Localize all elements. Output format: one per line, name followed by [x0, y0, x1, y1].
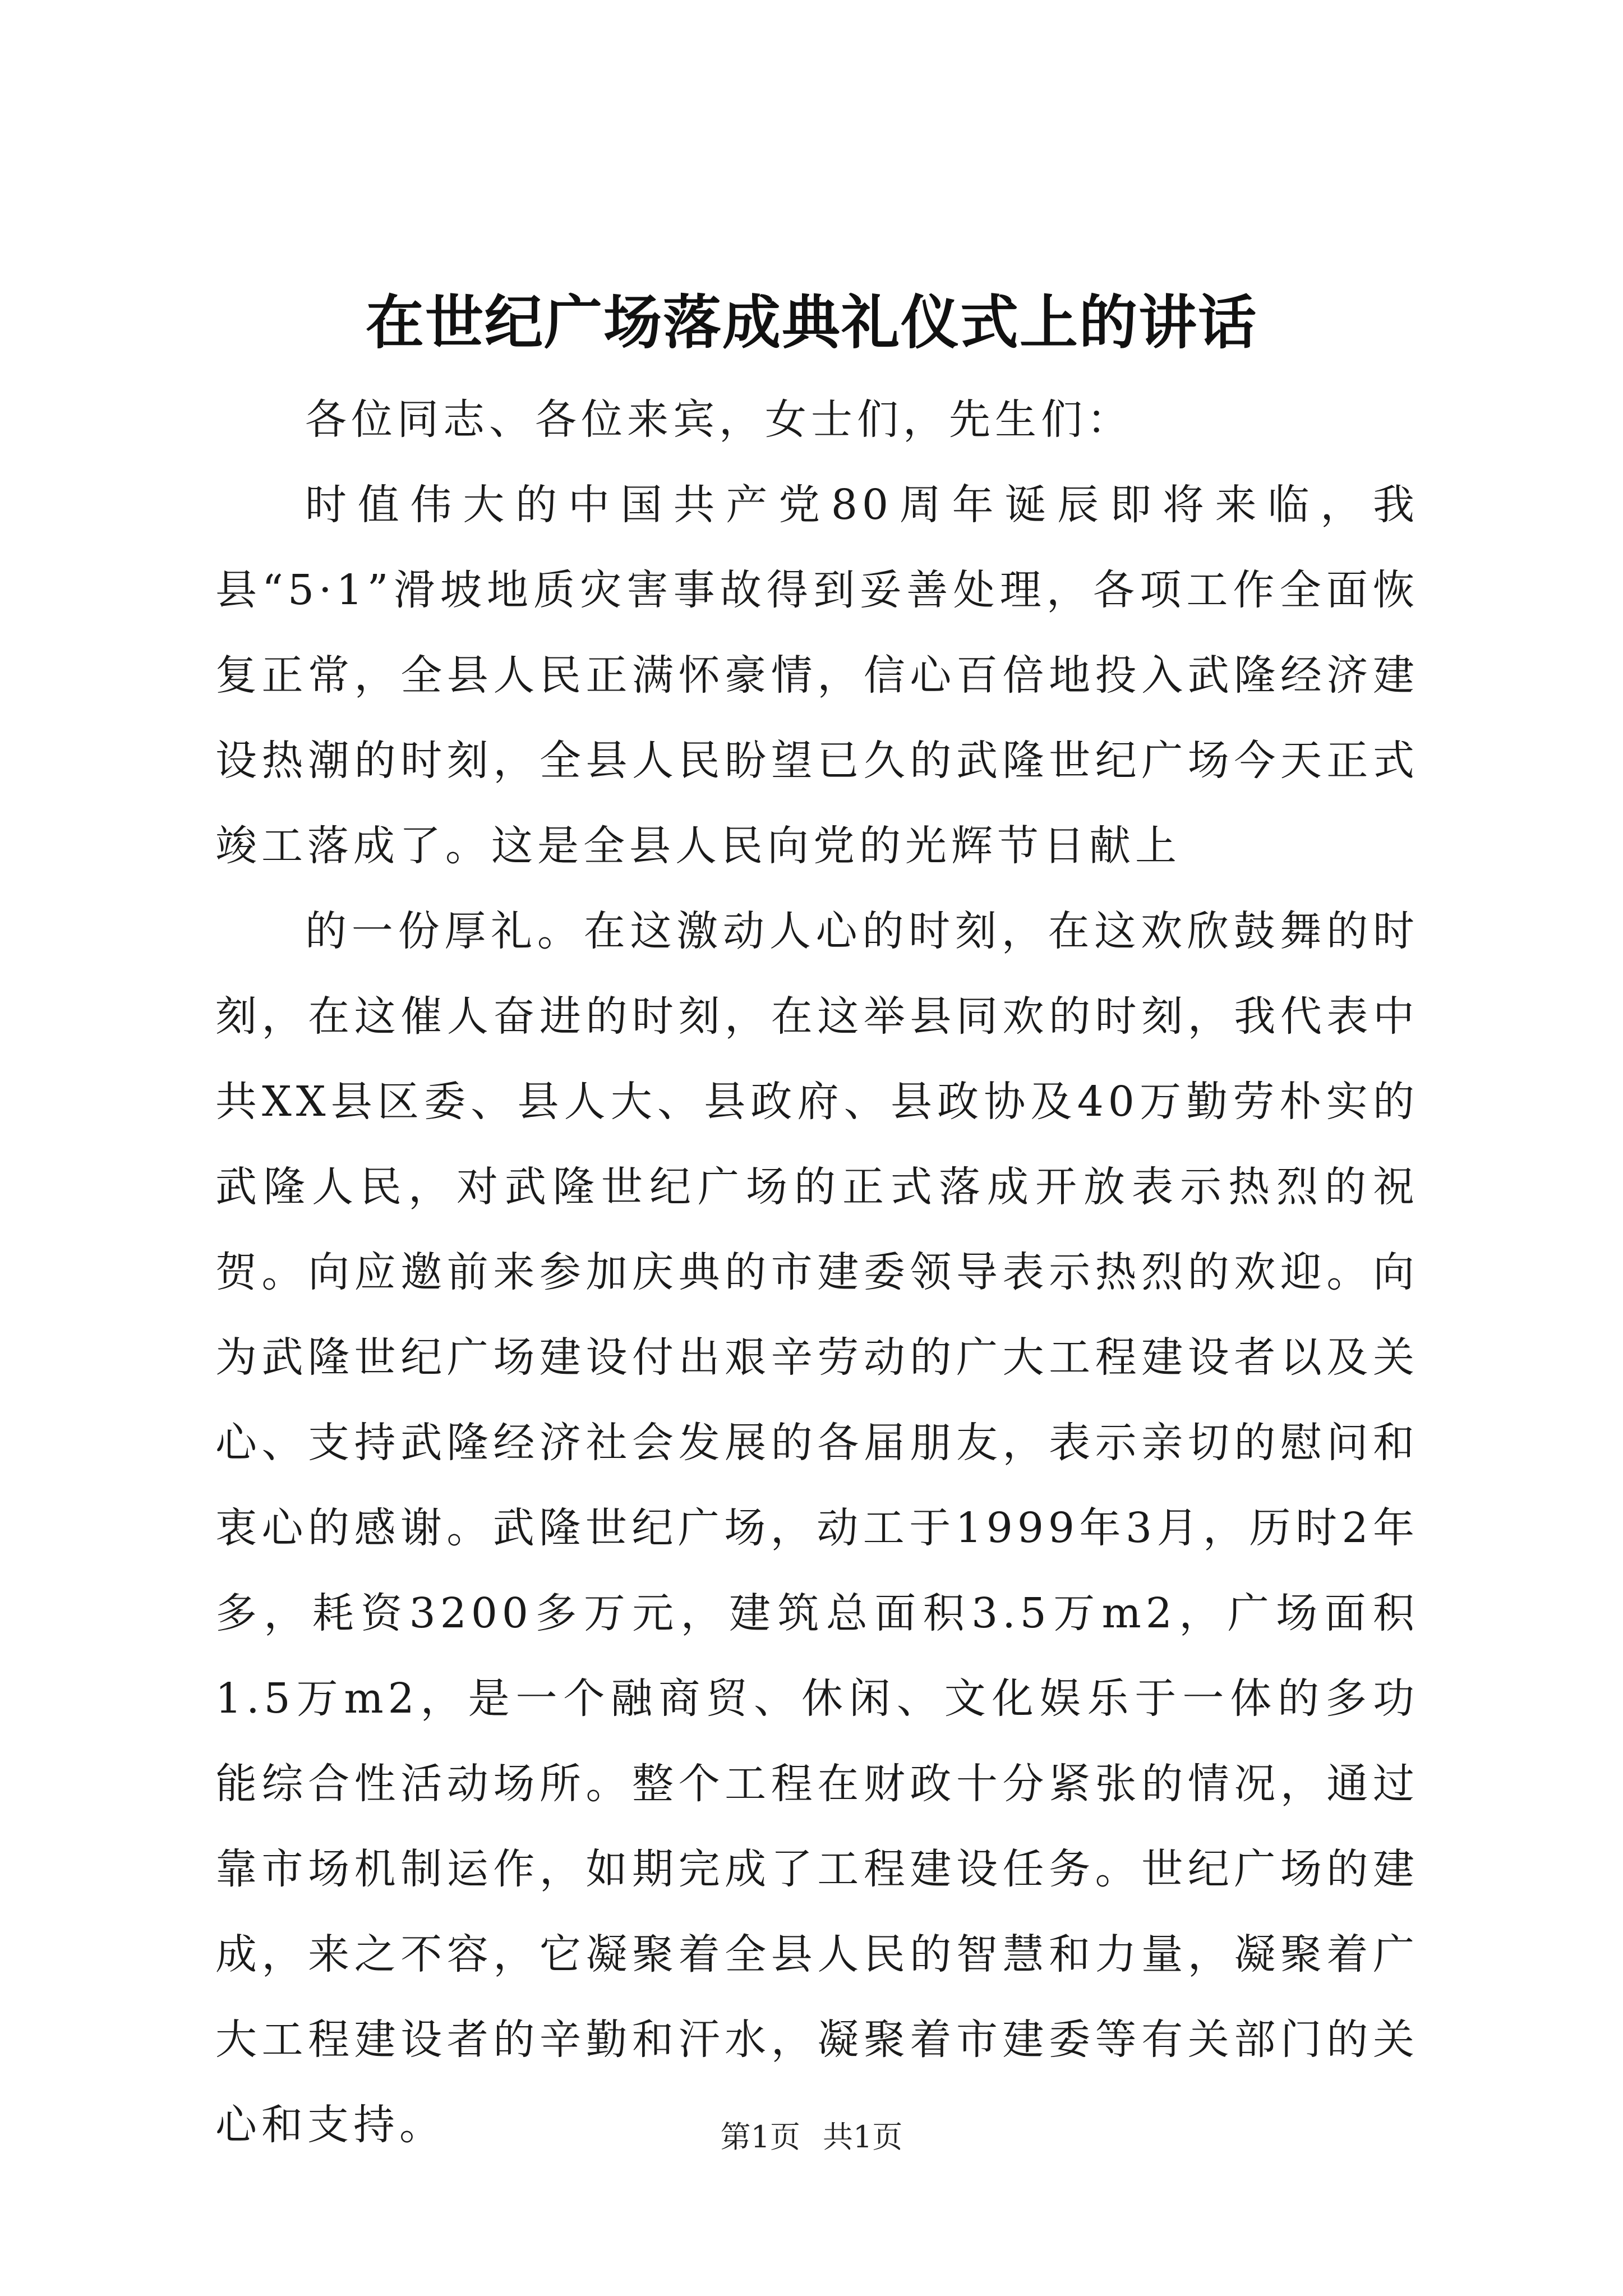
page-footer — [0, 2115, 1623, 2160]
document-title: 在世纪广场落成典礼仪式上的讲话 — [365, 288, 1257, 357]
page-total: 共1页 — [823, 2119, 903, 2155]
page-number: 第1页 — [720, 2119, 800, 2155]
paragraph-congratulations: 的一份厚礼。在这激动人心的时刻，在这欢欣鼓舞的时刻，在这催人奋进的时刻，在这举县同欢的时刻，我代表中共XX县区委、县人大、县政府、县政协及40万勤劳朴实的武隆人民，对武隆世纪广场的正式落成开放表示热烈的祝贺。向应邀前来参加庆典的市建委领导表示热烈的欢迎。向为武隆世纪广场建设付出艰辛劳动的广大工程建设者以及关心、支持武隆经济社会发展的各届朋友，表示亲切的慰问和衷心的感谢。武隆世纪广场，动工于1999年3月，历时2年多，耗资3200多万元，建筑总面积3.5万m2，广场面积1.5万m2，是一个融商贸、休闲、文化娱乐于一体的多功能综合性活动场所。整个工程在财政十分紧张的情况，通过靠市场机制运作，如期完成了工程建设任务。世纪广场的建成，来之不容，它凝聚着全县人民的智慧和力量，凝聚着广大工程建设者的辛勤和汗水，凝聚着市建委等有关部门的关心和支持。 — [215, 907, 1419, 2149]
document-body — [215, 377, 1419, 2168]
paragraph-greeting: 各位同志、各位来宾，女士们，先生们： — [305, 395, 1133, 444]
paragraph-occasion: 时值伟大的中国共产党80周年诞辰即将来临，我县“5·1”滑坡地质灾害事故得到妥善处理，各项工作全面恢复正常，全县人民正满怀豪情，信心百倍地投入武隆经济建设热潮的时刻，全县人民盼望已久的武隆世纪广场今天正式竣工落成了。这是全县人民向党的光辉节日献上 — [215, 481, 1419, 870]
